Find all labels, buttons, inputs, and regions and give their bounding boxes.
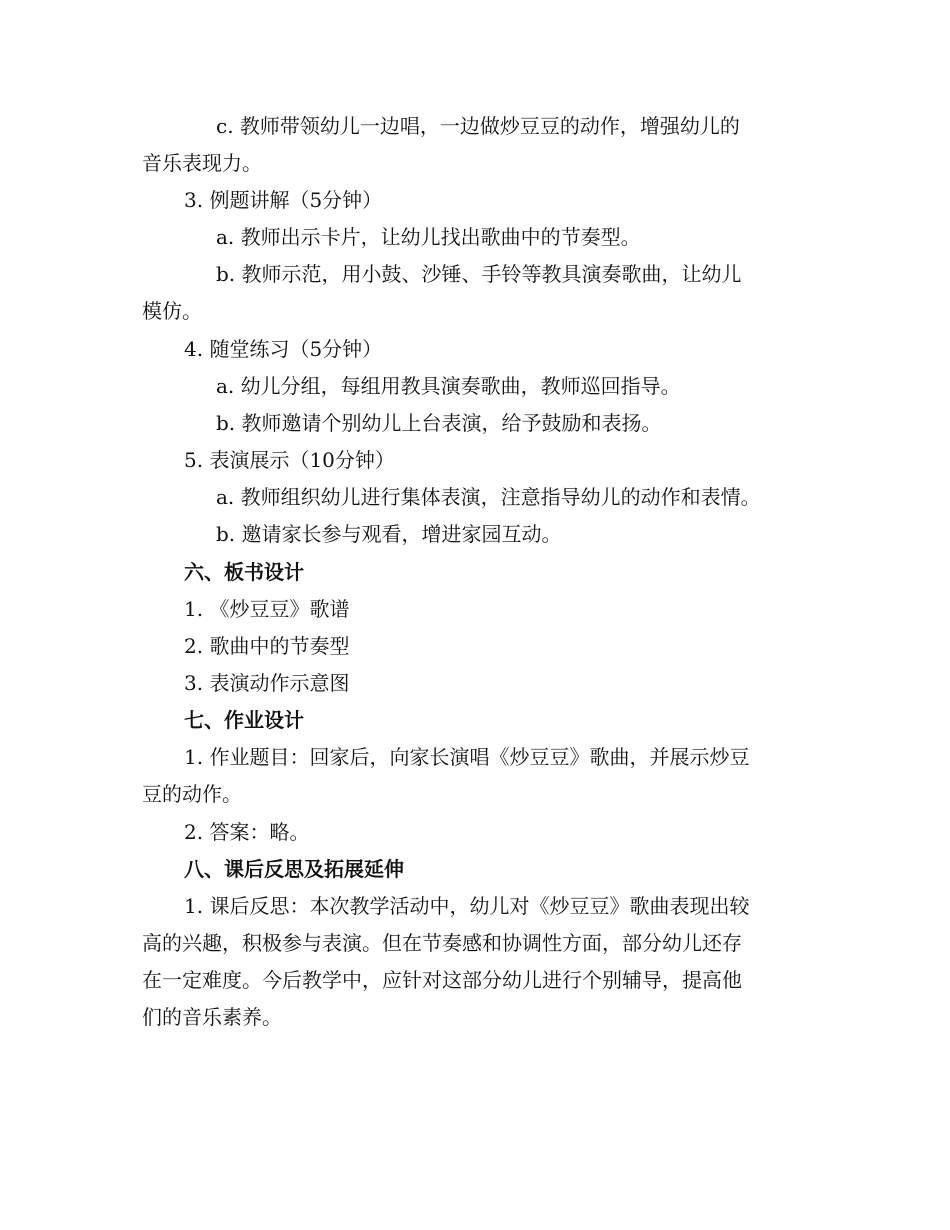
list-item: 1. 《炒豆豆》歌谱	[184, 597, 350, 621]
list-item: 2. 答案：略。	[184, 820, 310, 844]
text-line: b. 教师示范，用小鼓、沙锤、手铃等教具演奏歌曲，让幼儿	[216, 262, 742, 286]
text-line: 高的兴趣，积极参与表演。但在节奏感和协调性方面，部分幼儿还存	[142, 931, 742, 955]
text-line: 豆的动作。	[142, 782, 242, 806]
text-line: 在一定难度。今后教学中，应针对这部分幼儿进行个别辅导，提高他	[142, 968, 742, 992]
section-heading: 六、板书设计	[184, 560, 304, 584]
list-item: 3. 表演动作示意图	[184, 671, 350, 695]
text-line: 音乐表现力。	[142, 151, 262, 175]
list-item: 1. 作业题目：回家后，向家长演唱《炒豆豆》歌曲，并展示炒豆	[184, 745, 750, 769]
text-line: c. 教师带领幼儿一边唱，一边做炒豆豆的动作，增强幼儿的	[216, 114, 740, 138]
text-line: a. 教师出示卡片，让幼儿找出歌曲中的节奏型。	[216, 225, 641, 249]
text-line: a. 教师组织幼儿进行集体表演，注意指导幼儿的动作和表情。	[216, 485, 761, 509]
list-item: 1. 课后反思：本次教学活动中，幼儿对《炒豆豆》歌曲表现出较	[184, 894, 750, 918]
text-line: a. 幼儿分组，每组用教具演奏歌曲，教师巡回指导。	[216, 374, 681, 398]
section-heading: 七、作业设计	[184, 708, 304, 732]
text-line: 模仿。	[142, 299, 202, 323]
text-line: b. 邀请家长参与观看，增进家园互动。	[216, 522, 562, 546]
text-line: 们的音乐素养。	[142, 1005, 282, 1029]
text-line: b. 教师邀请个别幼儿上台表演，给予鼓励和表扬。	[216, 411, 662, 435]
section-heading: 八、课后反思及拓展延伸	[184, 857, 404, 881]
list-item: 2. 歌曲中的节奏型	[184, 634, 350, 658]
list-item: 5. 表演展示（10分钟）	[184, 448, 395, 472]
list-item: 4. 随堂练习（5分钟）	[184, 337, 383, 361]
list-item: 3. 例题讲解（5分钟）	[184, 188, 383, 212]
